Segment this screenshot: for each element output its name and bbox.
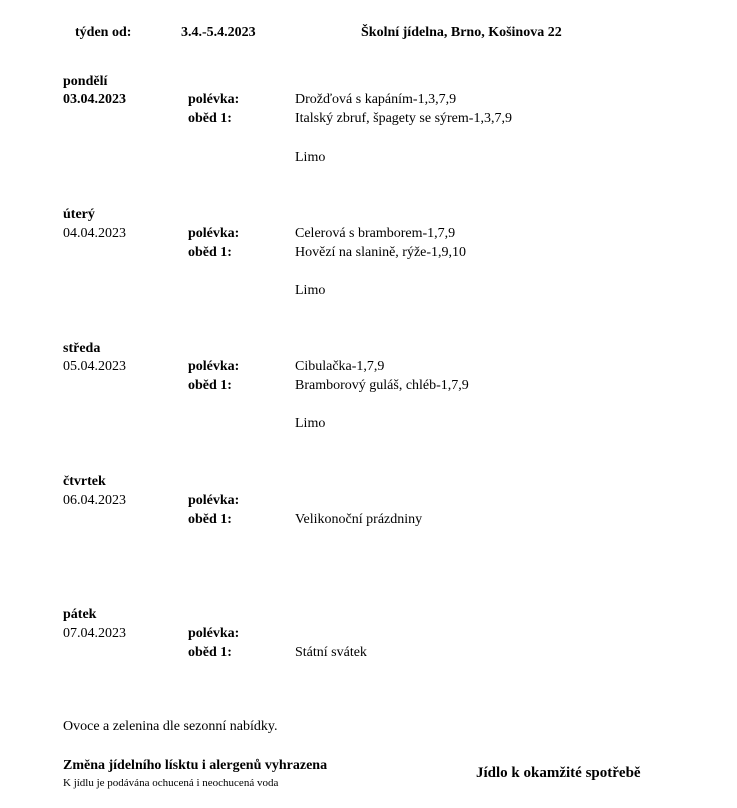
day-name-monday: pondělí xyxy=(63,74,108,89)
soup-wednesday: Cibulačka-1,7,9 xyxy=(295,359,385,374)
soup-label-tuesday: polévka: xyxy=(188,226,240,241)
drink-monday: Limo xyxy=(295,150,326,165)
soup-tuesday: Celerová s bramborem-1,7,9 xyxy=(295,226,456,241)
canteen-name: Školní jídelna, Brno, Košinova 22 xyxy=(361,25,562,40)
lunch-label-tuesday: oběd 1: xyxy=(188,245,232,260)
day-date-monday: 03.04.2023 xyxy=(63,92,126,107)
lunch-thursday: Velikonoční prázdniny xyxy=(295,512,423,527)
lunch-label-friday: oběd 1: xyxy=(188,645,232,660)
day-date-thursday: 06.04.2023 xyxy=(63,493,126,508)
consume-note: Jídlo k okamžité spotřebě xyxy=(476,765,641,781)
drink-tuesday: Limo xyxy=(295,283,326,298)
change-note: Změna jídelního lísktu i alergenů vyhrazena xyxy=(63,758,328,773)
soup-label-thursday: polévka: xyxy=(188,493,240,508)
lunch-monday: Italský zbruf, špagety se sýrem-1,3,7,9 xyxy=(295,111,512,126)
soup-label-wednesday: polévka: xyxy=(188,359,240,374)
day-name-thursday: čtvrtek xyxy=(63,474,106,489)
lunch-label-thursday: oběd 1: xyxy=(188,512,232,527)
soup-monday: Drožďová s kapáním-1,3,7,9 xyxy=(295,92,457,107)
fruit-note: Ovoce a zelenina dle sezonní nabídky. xyxy=(63,719,278,734)
lunch-friday: Státní svátek xyxy=(295,645,367,660)
week-range: 3.4.-5.4.2023 xyxy=(181,25,256,40)
lunch-wednesday: Bramborový guláš, chléb-1,7,9 xyxy=(295,378,469,393)
lunch-label-monday: oběd 1: xyxy=(188,111,232,126)
water-note: K jídlu je podávána ochucená i neochucená voda xyxy=(63,777,279,789)
day-name-friday: pátek xyxy=(63,607,97,622)
day-name-tuesday: úterý xyxy=(63,207,95,222)
day-date-wednesday: 05.04.2023 xyxy=(63,359,126,374)
drink-wednesday: Limo xyxy=(295,416,326,431)
day-date-friday: 07.04.2023 xyxy=(63,626,126,641)
week-label: týden od: xyxy=(75,25,132,40)
day-date-tuesday: 04.04.2023 xyxy=(63,226,126,241)
lunch-label-wednesday: oběd 1: xyxy=(188,378,232,393)
soup-label-friday: polévka: xyxy=(188,626,240,641)
lunch-tuesday: Hovězí na slanině, rýže-1,9,10 xyxy=(295,245,467,260)
soup-label-monday: polévka: xyxy=(188,92,240,107)
day-name-wednesday: středa xyxy=(63,341,101,356)
